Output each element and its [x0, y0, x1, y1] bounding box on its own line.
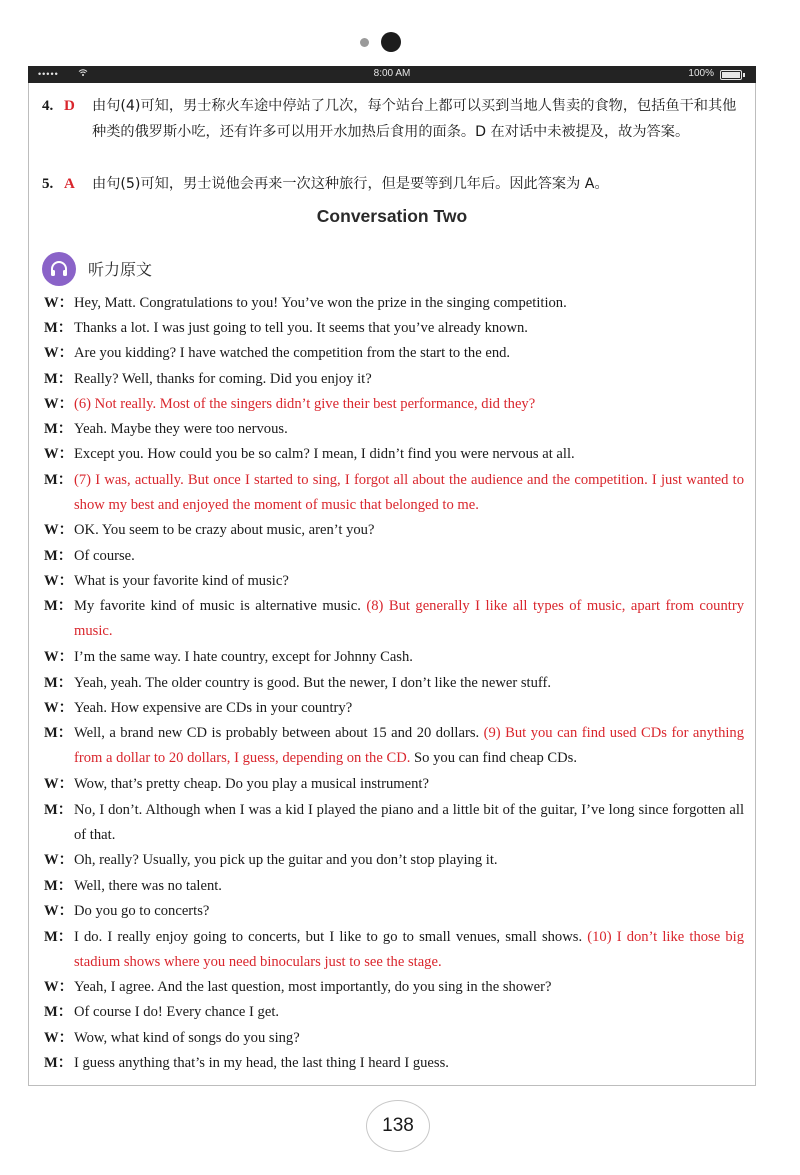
speaker-label: M：	[44, 675, 73, 691]
line-highlight: (6) Not really. Most of the singers didn’t give their best performance, did they?	[74, 396, 536, 412]
speaker-label: W：	[44, 345, 74, 361]
dialogue-line	[44, 316, 744, 341]
line-text: Do you go to concerts?	[74, 903, 210, 919]
speaker-label: M：	[44, 1055, 73, 1071]
line-text: Yeah. Maybe they were too nervous.	[74, 421, 288, 437]
battery-percent: 100%	[688, 68, 714, 79]
headphones-icon	[42, 252, 76, 286]
dialogue-line	[44, 848, 744, 873]
line-highlight: (10) I don’t like those big stadium shows where you need binoculars just to see the stage.	[74, 929, 744, 970]
line-text: Hey, Matt. Congratulations to you! You’ve won the prize in the singing competition.	[74, 295, 567, 311]
speaker-label: W：	[44, 979, 74, 995]
line-text: Oh, really? Usually, you pick up the guitar and you don’t stop playing it.	[74, 852, 498, 868]
dialogue-line	[44, 925, 744, 975]
dialogue-line	[44, 696, 744, 721]
dialogue-line	[44, 772, 744, 797]
speaker-label: W：	[44, 700, 74, 716]
answer-letter: A	[64, 176, 75, 192]
speaker-label: W：	[44, 295, 74, 311]
answer-explanation: 由句(5)可知，男士说他会再来一次这种旅行，但是要等到几年后。因此答案为 A。	[92, 176, 609, 192]
speaker-label: M：	[44, 929, 73, 945]
line-text: Yeah, I agree. And the last question, most importantly, do you sing in the shower?	[74, 979, 552, 995]
line-highlight: (7) I was, actually. But once I started to sing, I forgot all about the audience and the competition. I just wanted to show my best and enjoyed the moment of music that belonged to me.	[74, 472, 744, 513]
section-title: Conversation Two	[316, 206, 468, 226]
dialogue-line	[44, 899, 744, 924]
speaker-label: M：	[44, 371, 73, 387]
answer-explanation: 由句(4)可知，男士称火车途中停站了几次，每个站台上都可以买到当地人售卖的食物，包括鱼干和其他种类的俄罗斯小吃，还有许多可以用开水加热后食用的面条。D 在对话中未被提及，故为答案。	[92, 98, 737, 140]
line-highlight: (9) But you can find used CDs for anything from a dollar to 20 dollars, I guess, depending on the CD.	[74, 725, 745, 766]
line-text: No, I don’t. Although when I was a kid I played the piano and a little bit of the guitar, I’ve long since forgotten all of that.	[74, 802, 744, 843]
dialogue-line	[44, 392, 744, 417]
speaker-label: W：	[44, 1030, 74, 1046]
speaker-label: W：	[44, 522, 74, 538]
speaker-label: M：	[44, 878, 73, 894]
speaker-label: M：	[44, 320, 73, 336]
line-text: Are you kidding? I have watched the competition from the start to the end.	[74, 345, 511, 361]
dialogue-line	[44, 417, 744, 442]
speaker-label: W：	[44, 446, 74, 462]
dialogue-line	[44, 645, 744, 670]
dialogue-line	[44, 468, 744, 518]
speaker-label: M：	[44, 548, 73, 564]
dialogue-line	[44, 341, 744, 366]
dialogue-line	[44, 975, 744, 1000]
line-text: Well, there was no talent.	[74, 878, 222, 894]
speaker-label: M：	[44, 421, 73, 437]
dialogue-line	[44, 798, 744, 848]
line-text: Wow, what kind of songs do you sing?	[74, 1030, 300, 1046]
answer-number: 4.	[42, 98, 54, 114]
speaker-label: W：	[44, 776, 74, 792]
line-text-tail: So you can find cheap CDs.	[410, 750, 577, 766]
line-text: Thanks a lot. I was just going to tell you. It seems that you’ve already known.	[74, 320, 528, 336]
line-text: Wow, that’s pretty cheap. Do you play a musical instrument?	[74, 776, 429, 792]
dialogue-line	[44, 518, 744, 543]
dialogue-line	[44, 1000, 744, 1025]
dialogue-line	[44, 367, 744, 392]
line-text: I do. I really enjoy going to concerts, but I like to go to small venues, small shows.	[74, 929, 588, 945]
speaker-label: M：	[44, 1004, 73, 1020]
dialogue-line	[44, 442, 744, 467]
signal-strength: •••••	[38, 69, 59, 79]
dialogue-line	[44, 874, 744, 899]
subsection-title: 听力原文	[88, 260, 153, 279]
line-text: Of course.	[74, 548, 135, 564]
speaker-label: M：	[44, 472, 73, 488]
line-text: What is your favorite kind of music?	[74, 573, 289, 589]
dialogue-line	[44, 594, 744, 644]
answer-5	[42, 171, 747, 197]
line-text: I’m the same way. I hate country, except for Johnny Cash.	[74, 649, 413, 665]
dialogue-line	[44, 544, 744, 569]
dialogue-line	[44, 721, 744, 771]
speaker-label: W：	[44, 396, 74, 412]
line-text: Well, a brand new CD is probably between about 15 and 20 dollars.	[74, 725, 484, 741]
speaker-label: W：	[44, 852, 74, 868]
speaker-label: W：	[44, 903, 74, 919]
line-text: Yeah, yeah. The older country is good. But the newer, I don’t like the newer stuff.	[74, 675, 551, 691]
line-text: My favorite kind of music is alternative music.	[74, 598, 367, 614]
line-text: Of course I do! Every chance I get.	[74, 1004, 280, 1020]
page-number: 138	[366, 1100, 430, 1152]
line-text: I guess anything that’s in my head, the last thing I heard I guess.	[74, 1055, 449, 1071]
status-time: 8:00 AM	[373, 68, 411, 79]
dialogue-line	[44, 671, 744, 696]
dialogue-line	[44, 1026, 744, 1051]
line-text: Except you. How could you be so calm? I mean, I didn’t find you were nervous at all.	[74, 446, 575, 462]
speaker-label: M：	[44, 725, 73, 741]
line-text: Yeah. How expensive are CDs in your country?	[74, 700, 353, 716]
answer-4	[42, 93, 747, 145]
line-text: OK. You seem to be crazy about music, aren’t you?	[74, 522, 375, 538]
answer-letter: D	[64, 98, 75, 114]
answer-number: 5.	[42, 176, 54, 192]
speaker-label: M：	[44, 802, 73, 818]
speaker-label: W：	[44, 649, 74, 665]
line-text: Really? Well, thanks for coming. Did you enjoy it?	[74, 371, 372, 387]
dialogue-line	[44, 569, 744, 594]
dialogue-line	[44, 291, 744, 316]
line-highlight: (8) But generally I like all types of music, apart from country music.	[74, 598, 744, 639]
dialogue-line	[44, 1051, 744, 1076]
speaker-label: M：	[44, 598, 73, 614]
speaker-label: W：	[44, 573, 74, 589]
